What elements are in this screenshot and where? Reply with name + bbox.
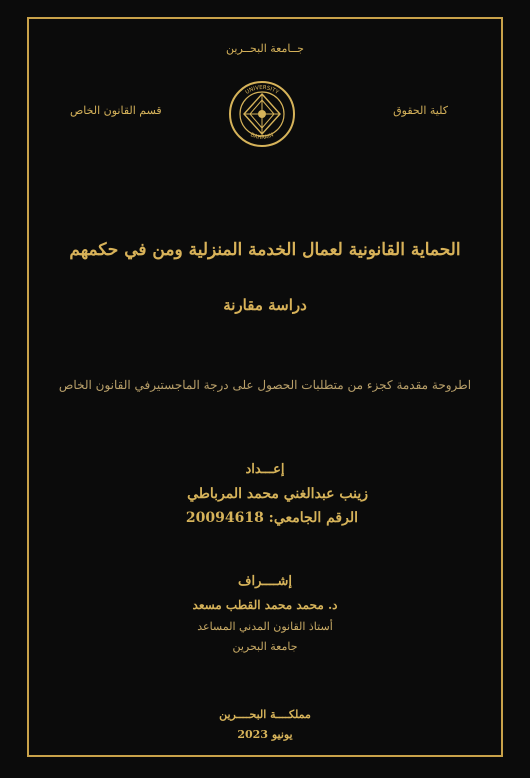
department-name: قسم القانون الخاص: [70, 104, 162, 117]
preparation-label: إعـــداد: [245, 462, 285, 477]
supervisor-title: أستاذ القانون المدني المساعد: [197, 620, 333, 633]
kingdom-name: مملكــــة البحــــرين: [219, 708, 311, 721]
faculty-name: كلية الحقوق: [393, 104, 448, 117]
university-name-header: جــامعة البحــرين: [226, 42, 304, 55]
thesis-subtitle: دراسة مقارنة: [223, 296, 307, 314]
university-of-bahrain-seal-icon: [228, 80, 296, 148]
supervisor-university: جامعة البحرين: [232, 640, 298, 653]
supervision-label: إشــــراف: [238, 574, 292, 589]
thesis-purpose-note: اطروحة مقدمة كجزء من متطلبات الحصول على درجة الماجستيرفي القانون الخاص: [58, 378, 472, 392]
student-id: الرقم الجامعي: 20094618: [185, 510, 358, 526]
author-name: زينب عبدالغني محمد المرباطي: [187, 486, 368, 502]
seal-text-top: UNIVERSITY: [244, 84, 280, 96]
seal-text-bottom: BAHRAIN: [249, 132, 275, 142]
thesis-title: الحماية القانونية لعمال الخدمة المنزلية ومن في حكمهم: [69, 240, 461, 260]
submission-date: يونيو 2023: [237, 728, 293, 741]
supervisor-name: د. محمد محمد القطب مسعد: [192, 598, 338, 612]
